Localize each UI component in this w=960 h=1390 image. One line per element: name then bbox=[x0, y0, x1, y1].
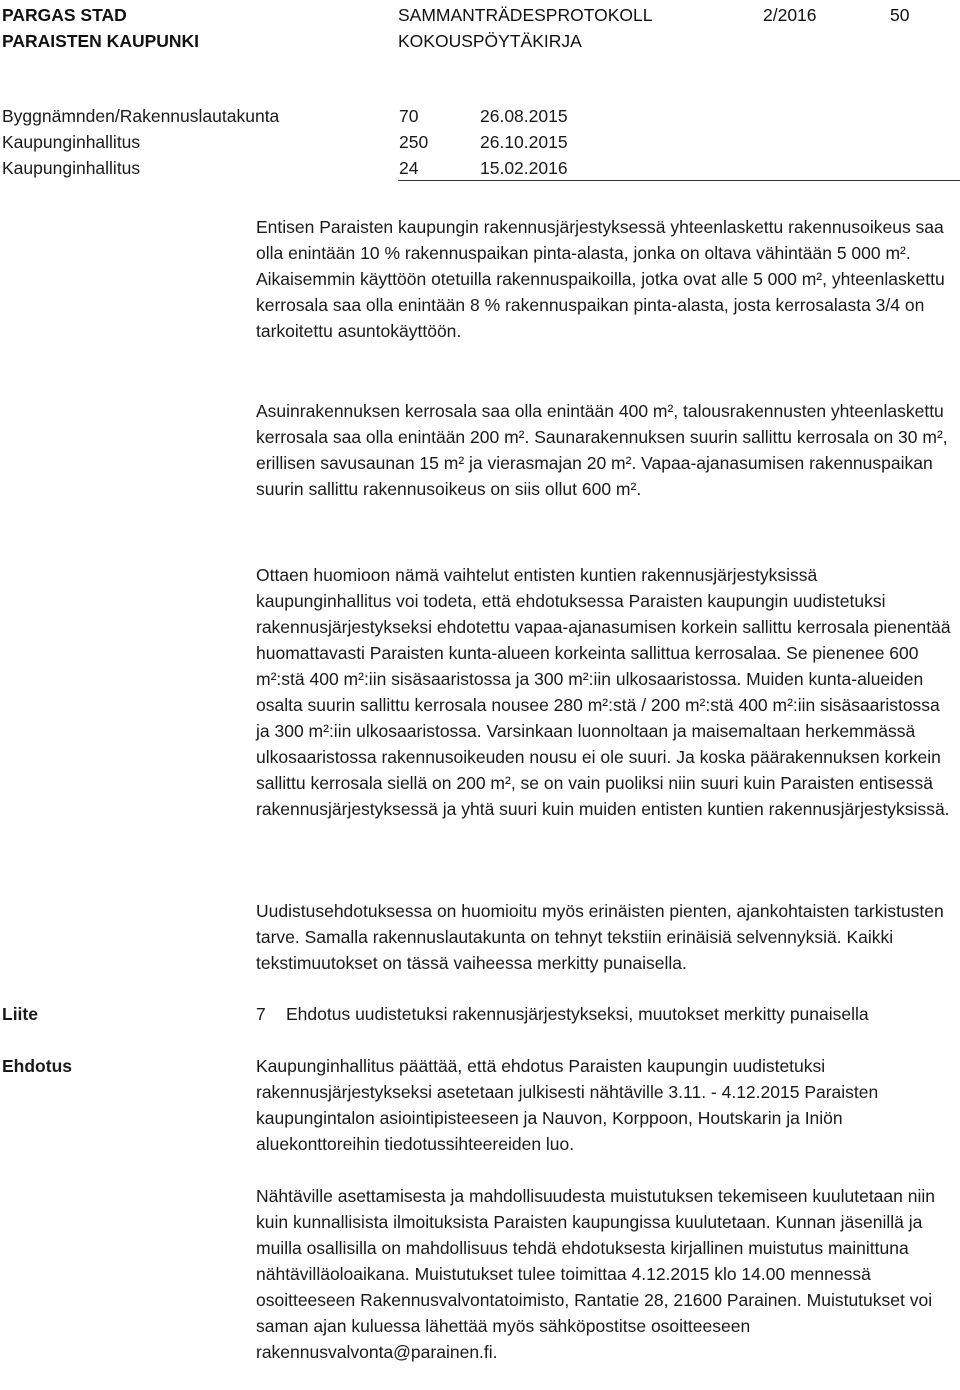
meeting-row bbox=[2, 155, 960, 181]
divider bbox=[398, 180, 960, 181]
paragraph-proposal bbox=[256, 1053, 956, 1157]
paragraph-text: Uudistusehdotuksessa on huomioitu myös erinäisten pienten, ajankohtaisten tarkistusten tarve. Samalla rakennuslautakunta on tehnyt tekstiin erinäisiä selvennyksiä. Kaikki tekstimuutokset on tässä vaiheessa merkitty punaisella. bbox=[256, 901, 944, 973]
paragraph-announcement bbox=[256, 1183, 956, 1365]
meeting-section: 250 bbox=[399, 132, 429, 152]
organization-name bbox=[2, 2, 199, 54]
organization-name-fi: PARAISTEN KAUPUNKI bbox=[2, 31, 200, 51]
paragraph-text: Kaupunginhallitus päättää, että ehdotus Paraisten kaupungin uudistetuksi rakennusjärjestykseksi asetetaan julkisesti nähtäville 3.11. - 4.12.2015 Paraisten kaupungintalon asiointipisteeseen ja Nauvon, Korppoon, Houtskarin ja Iniön aluekonttoreihin tiedotussihteereiden luo. bbox=[256, 1056, 879, 1154]
meeting-body: Byggnämnden/Rakennuslautakunta bbox=[2, 106, 280, 126]
meeting-row bbox=[2, 129, 960, 155]
meeting-date: 26.10.2015 bbox=[480, 132, 568, 152]
meeting-body: Kaupunginhallitus bbox=[2, 158, 141, 178]
meeting-section: 70 bbox=[399, 106, 419, 126]
ehdotus-label: Ehdotus bbox=[2, 1056, 72, 1076]
organization-name-sv: PARGAS STAD bbox=[2, 5, 127, 25]
attachment-title: Ehdotus uudistetuksi rakennusjärjestykseksi, muutokset merkitty punaisella bbox=[286, 1004, 869, 1024]
meeting-section: 24 bbox=[399, 158, 419, 178]
paragraph-text: Ottaen huomioon nämä vaihtelut entisten kuntien rakennusjärjestyksissä kaupunginhallitus voi todeta, että ehdotuksessa Paraisten kaupungin uudistetuksi rakennusjärjestykseksi ehdotettu vapaa-ajanasumisen korkein sallittu kerrosala pienentää huomattavasti Paraisten kunta-alueen korkeinta sallittua kerrosalaa. Se pienenee 600 m²:stä 400 m²:iin sisäsaaristossa ja 300 m²:iin ulkosaaristossa. Muiden kunta-alueiden osalta suurin sallittu kerrosala nousee 280 m²:stä / 200 m²:stä 400 m²:iin sisäsaaristossa ja 300 m²:iin ulkosaaristossa. Varsinkaan luonnoltaan ja maisemaltaan herkemmässä ulkosaaristossa rakennusoikeuden nousu ei ole suuri. Ja koska päärakennuksen korkein sallittu kerrosala siellä on 200 m², se on vain puoliksi niin suuri kuin Paraisten entisessä rakennusjärjestyksessä ja yhtä suuri kuin muiden entisten kuntien rakennusjärjestyksissä. bbox=[256, 565, 951, 819]
paragraph-comparison bbox=[256, 562, 956, 822]
document-header bbox=[2, 2, 960, 54]
meeting-body: Kaupunginhallitus bbox=[2, 132, 141, 152]
paragraph-text: Entisen Paraisten kaupungin rakennusjärjestyksessä yhteenlaskettu rakennusoikeus saa olla enintään 10 % rakennuspaikan pinta-alasta, jonka on oltava vähintään 5 000 m². Aikaisemmin käyttöön otetuilla rakennuspaikoilla, jotka ovat alle 5 000 m², yhteenlaskettu kerrosala saa olla enintään 8 % rakennuspaikan pinta-alasta, josta kerrosalasta 3/4 on tarkoitettu asuntokäyttöön. bbox=[256, 217, 945, 341]
paragraph-text: Asuinrakennuksen kerrosala saa olla enintään 400 m², talousrakennusten yhteenlaskettu kerrosala saa olla enintään 200 m². Saunarakennuksen suurin sallittu kerrosala on 30 m², erillisen savusaunan 15 m² ja vierasmajan 20 m². Vapaa-ajanasumisen rakennuspaikan suurin sallittu rakennusoikeus on siis ollut 600 m². bbox=[256, 401, 948, 499]
paragraph-text: Nähtäville asettamisesta ja mahdollisuudesta muistutuksen tekemiseen kuulutetaan niin kuin kunnallisista ilmoituksista Paraisten kaupungissa kuulutetaan. Kunnan jäsenillä ja muilla osallisilla on mahdollisuus tehdä ehdotuksesta kirjallinen muistutus mainittuna nähtävilläoloaikana. Muistutukset tulee toimittaa 4.12.2015 klo 14.00 mennessä osoitteeseen Rakennusvalvontatoimisto, Rantatie 28, 21600 Parainen. Muistutukset voi saman ajan kuluessa lähettää myös sähköpostitse osoitteeseen rakennusvalvonta@parainen.fi. bbox=[256, 1186, 935, 1362]
attachment-number: 7 bbox=[256, 1004, 266, 1024]
page-number: 50 bbox=[890, 5, 910, 25]
document-type-fi: KOKOUSPÖYTÄKIRJA bbox=[398, 31, 582, 51]
protocol-number: 2/2016 bbox=[763, 5, 817, 25]
document-type-sv: SAMMANTRÄDESPROTOKOLL bbox=[398, 5, 653, 25]
document-type bbox=[398, 2, 652, 54]
meeting-date: 26.08.2015 bbox=[480, 106, 568, 126]
meeting-history bbox=[2, 103, 960, 181]
paragraph-floor-area bbox=[256, 398, 956, 502]
liite-label: Liite bbox=[2, 1004, 38, 1024]
meeting-date: 15.02.2016 bbox=[480, 158, 568, 178]
meeting-row bbox=[2, 103, 960, 129]
paragraph-building-rights bbox=[256, 214, 956, 344]
attachment-line bbox=[256, 1001, 869, 1027]
paragraph-revisions bbox=[256, 898, 956, 976]
